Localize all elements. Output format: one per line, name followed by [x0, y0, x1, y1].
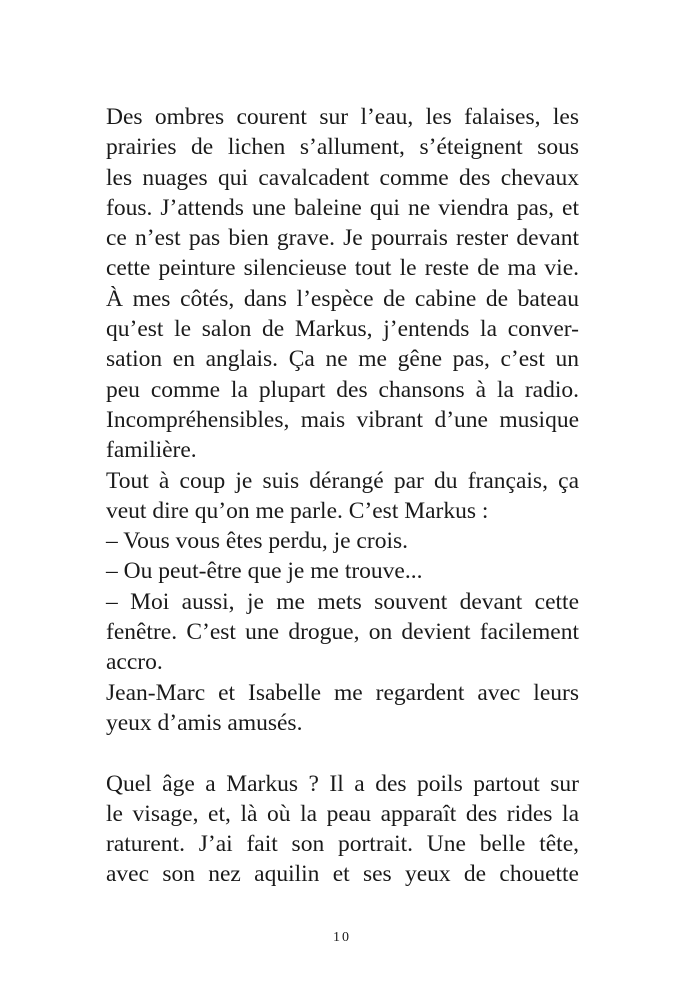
text-line: peu comme la plupart des chansons à la radio. [106, 376, 579, 403]
book-page-text [106, 102, 579, 890]
text-line: fenêtre. C’est une drogue, on devient facilement [106, 619, 579, 646]
text-line: prairies de lichen s’allument, s’éteignent sous [106, 134, 579, 161]
text-line: familière. [106, 437, 197, 464]
section-break [106, 738, 579, 768]
text-line: les nuages qui cavalcadent comme des chevaux [106, 164, 579, 191]
text-line: Incompréhensibles, mais vibrant d’une musique [106, 406, 579, 433]
text-line: Des ombres courent sur l’eau, les falaises, les [106, 104, 579, 130]
text-line: Quel âge a Markus ? Il a des poils partout sur [106, 770, 579, 797]
text-line: cette peinture silencieuse tout le reste de ma vie. [106, 255, 579, 282]
text-line: – Vous vous êtes perdu, je crois. [106, 528, 408, 555]
text-line: qu’est le salon de Markus, j’entends la conver- [106, 316, 579, 343]
text-line: – Moi aussi, je me mets souvent devant cette [106, 588, 579, 615]
dialogue-line-2 [106, 556, 579, 586]
text-line: veut dire qu’on me parle. C’est Markus : [106, 497, 489, 524]
text-line: sation en anglais. Ça ne me gêne pas, c’est un [106, 346, 579, 373]
text-line: ce n’est pas bien grave. Je pourrais rester devant [106, 225, 579, 252]
paragraph-3 [106, 678, 579, 739]
text-line: raturent. J’ai fait son portrait. Une belle tête, [106, 831, 579, 858]
paragraph-1 [106, 102, 579, 466]
text-line: fous. J’attends une baleine qui ne viendra pas, et [106, 194, 579, 221]
paragraph-4 [106, 769, 579, 890]
text-line: Jean-Marc et Isabelle me regardent avec leurs [106, 679, 579, 706]
text-line: Tout à coup je suis dérangé par du français, ça [106, 467, 579, 494]
dialogue-line-3 [106, 587, 579, 678]
text-line: accro. [106, 649, 163, 676]
text-line: yeux d’amis amusés. [106, 709, 303, 736]
text-line: avec son nez aquilin et ses yeux de chouette [106, 861, 579, 888]
dialogue-line-1 [106, 526, 579, 556]
page-number: 10 [333, 930, 351, 945]
text-line: – Ou peut-être que je me trouve... [106, 558, 423, 585]
text-line: le visage, et, là où la peau apparaît des rides la [106, 800, 579, 827]
paragraph-2 [106, 466, 579, 527]
text-line: À mes côtés, dans l’espèce de cabine de bateau [106, 285, 579, 312]
